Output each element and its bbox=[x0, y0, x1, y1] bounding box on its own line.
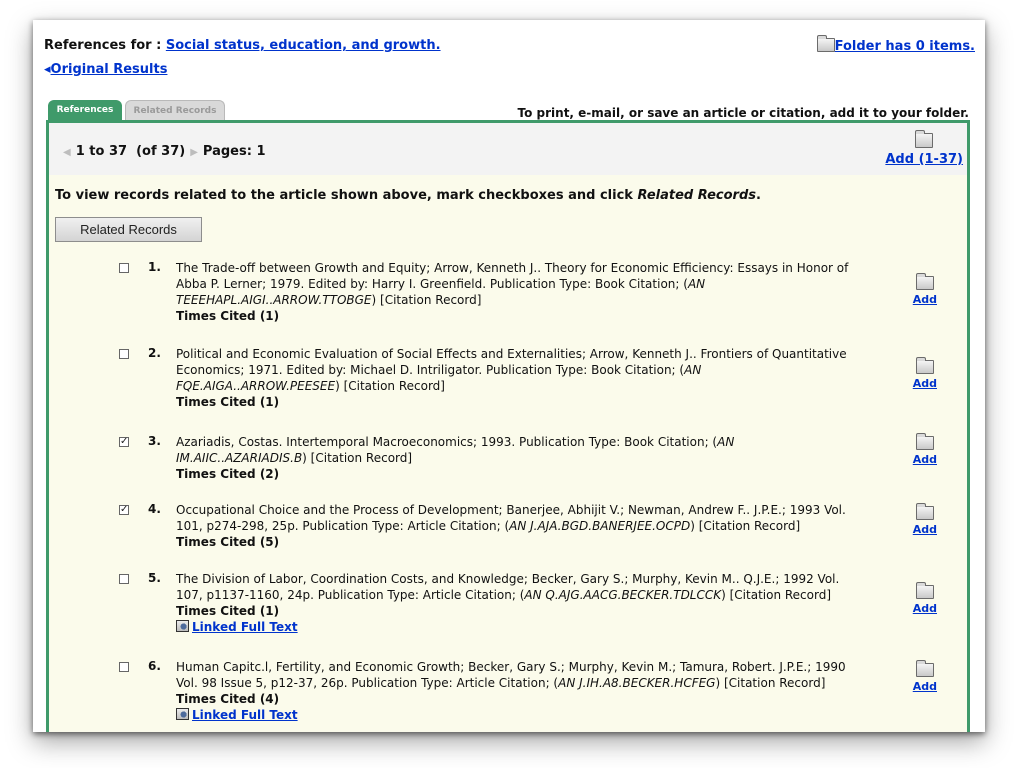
record-citation: The Trade-off between Growth and Equity; Arrow, Kenneth J.. Theory for Economic Efficiency: Essays in Honor of Abba P. Lerner; 1979. Edited by: Harry I. Greenfield. Publication Type: Book Citation; ( bbox=[176, 261, 849, 291]
record-add-link[interactable]: Add bbox=[912, 293, 937, 306]
record-accession: AN IM.AIIC..AZARIADIS.B bbox=[176, 435, 735, 465]
folder-icon[interactable] bbox=[916, 585, 934, 599]
record-body bbox=[176, 659, 866, 723]
instructions bbox=[55, 188, 761, 203]
result-range: 1 to 37 bbox=[75, 144, 128, 159]
record-add-control bbox=[913, 436, 937, 466]
times-cited[interactable]: Times Cited (2) bbox=[176, 467, 280, 481]
linked-full-text-link[interactable]: Linked Full Text bbox=[192, 620, 298, 634]
record-checkbox[interactable]: ✓ bbox=[120, 436, 129, 447]
record-add-link[interactable]: Add bbox=[912, 680, 937, 693]
add-all-link[interactable]: Add (1-37) bbox=[885, 152, 963, 167]
instructions-emphasis: Related Records bbox=[637, 188, 757, 203]
folder-icon[interactable] bbox=[916, 506, 934, 520]
original-results-link[interactable]: Original Results bbox=[50, 62, 168, 77]
record-accession: AN FQE.AIGA..ARROW.PEESEE bbox=[176, 363, 702, 393]
record-citation: Human Capitc.l, Fertility, and Economic Growth; Becker, Gary S.; Murphy, Kevin M.; Tamura, Robert. J.P.E.; 1990 Vol. 98 Issue 5, p12-37, 26p. Publication Type: Article Citation; ( bbox=[176, 660, 846, 690]
record-body bbox=[176, 434, 866, 482]
tab-related-records[interactable]: Related Records bbox=[125, 100, 225, 120]
pager bbox=[58, 144, 266, 159]
record-citation-tail: ) [Citation Record] bbox=[302, 451, 413, 465]
instructions-text: To view records related to the article shown above, mark checkboxes and click bbox=[55, 188, 638, 203]
record-citation: Occupational Choice and the Process of Development; Banerjee, Abhijit V.; Newman, Andrew F.. J.P.E.; 1993 Vol. 101, p274-298, 25p. Publication Type: Article Citation; ( bbox=[176, 503, 846, 533]
folder-icon[interactable] bbox=[916, 663, 934, 677]
record-checkbox[interactable] bbox=[119, 349, 129, 359]
record-body bbox=[176, 346, 866, 410]
result-total: (of 37) bbox=[136, 144, 186, 159]
results-page bbox=[33, 20, 985, 732]
record-accession: AN J.AJA.BGD.BANERJEE.OCPD bbox=[509, 519, 691, 533]
linked-full-text-link[interactable]: Linked Full Text bbox=[192, 708, 298, 722]
record-citation-tail: ) [Citation Record] bbox=[371, 293, 482, 307]
search-query-link[interactable]: Social status, education, and growth. bbox=[165, 38, 441, 53]
record-citation: Political and Economic Evaluation of Social Effects and Externalities; Arrow, Kenneth J.. Frontiers of Quantitative Economics; 1971. Edited by: Michael D. Intriligator. Publication Type: Book Citation; ( bbox=[176, 347, 847, 377]
folder-icon[interactable] bbox=[916, 360, 934, 374]
times-cited[interactable]: Times Cited (5) bbox=[176, 535, 280, 549]
record-add-control bbox=[913, 585, 937, 615]
full-text-icon[interactable] bbox=[176, 620, 189, 632]
original-results bbox=[44, 62, 167, 77]
linked-full-text bbox=[176, 620, 298, 634]
record-body bbox=[176, 502, 866, 550]
folder-hint: To print, e-mail, or save an article or citation, add it to your folder. bbox=[517, 106, 969, 120]
folder-icon[interactable] bbox=[817, 38, 835, 52]
folder-icon[interactable] bbox=[916, 436, 934, 450]
folder-link[interactable]: Folder has 0 items. bbox=[834, 39, 975, 54]
times-cited[interactable]: Times Cited (1) bbox=[176, 395, 280, 409]
instructions-end: . bbox=[756, 188, 761, 203]
record-add-control bbox=[913, 360, 937, 390]
record-body bbox=[176, 571, 866, 635]
record-add-control bbox=[913, 663, 937, 693]
record-number: 3. bbox=[148, 434, 161, 448]
references-for-label: References for : bbox=[44, 38, 166, 53]
record-add-control bbox=[913, 506, 937, 536]
pager-bar bbox=[49, 123, 967, 175]
record-citation-tail: ) [Citation Record] bbox=[335, 379, 445, 393]
header bbox=[44, 38, 975, 77]
tab-references[interactable]: References bbox=[48, 100, 122, 120]
record-citation: Azariadis, Costas. Intertemporal Macroeconomics; 1993. Publication Type: Book Citation; ( bbox=[176, 435, 718, 449]
times-cited[interactable]: Times Cited (1) bbox=[176, 604, 280, 618]
record-citation-tail: ) [Citation Record] bbox=[721, 588, 832, 602]
prev-page-icon[interactable]: ◀ bbox=[63, 147, 71, 158]
record-accession: AN J.IH.A8.BECKER.HCFEG bbox=[558, 676, 716, 690]
back-arrow-icon: ◂ bbox=[44, 62, 51, 77]
record-number: 6. bbox=[148, 659, 161, 673]
record-accession: AN TEEEHAPL.AIGI..ARROW.TTOBGE bbox=[176, 277, 706, 307]
times-cited[interactable]: Times Cited (1) bbox=[176, 309, 280, 323]
add-all-control bbox=[885, 133, 963, 167]
times-cited[interactable]: Times Cited (4) bbox=[176, 692, 280, 706]
record-checkbox[interactable] bbox=[119, 263, 129, 273]
folder-status bbox=[817, 38, 975, 54]
record-citation-tail: ) [Citation Record] bbox=[715, 676, 826, 690]
pages-value: 1 bbox=[256, 144, 266, 159]
record-citation-tail: ) [Citation Record] bbox=[690, 519, 801, 533]
record-number: 5. bbox=[148, 571, 161, 585]
record-number: 1. bbox=[148, 260, 161, 274]
record-checkbox[interactable] bbox=[119, 574, 129, 584]
record-accession: AN Q.AJG.AACG.BECKER.TDLCCK bbox=[524, 588, 722, 602]
record-add-control bbox=[913, 276, 937, 306]
next-page-icon[interactable]: ▶ bbox=[190, 147, 198, 158]
references-panel bbox=[46, 120, 970, 732]
record-citation: The Division of Labor, Coordination Costs, and Knowledge; Becker, Gary S.; Murphy, Kevin M.. Q.J.E.; 1992 Vol. 107, p1137-1160, 24p. Publication Type: Article Citation; ( bbox=[176, 572, 840, 602]
pages-label: Pages: bbox=[202, 144, 252, 159]
related-records-button[interactable]: Related Records bbox=[55, 217, 202, 242]
record-add-link[interactable]: Add bbox=[912, 523, 937, 536]
folder-icon[interactable] bbox=[916, 276, 934, 290]
record-checkbox[interactable] bbox=[119, 662, 129, 672]
record-checkbox[interactable]: ✓ bbox=[120, 504, 129, 515]
record-add-link[interactable]: Add bbox=[912, 602, 937, 615]
record-number: 2. bbox=[148, 346, 161, 360]
record-add-link[interactable]: Add bbox=[912, 377, 937, 390]
record-number: 4. bbox=[148, 502, 161, 516]
full-text-icon[interactable] bbox=[176, 708, 189, 720]
folder-icon[interactable] bbox=[915, 133, 933, 148]
linked-full-text bbox=[176, 708, 298, 722]
record-body bbox=[176, 260, 866, 324]
record-add-link[interactable]: Add bbox=[912, 453, 937, 466]
